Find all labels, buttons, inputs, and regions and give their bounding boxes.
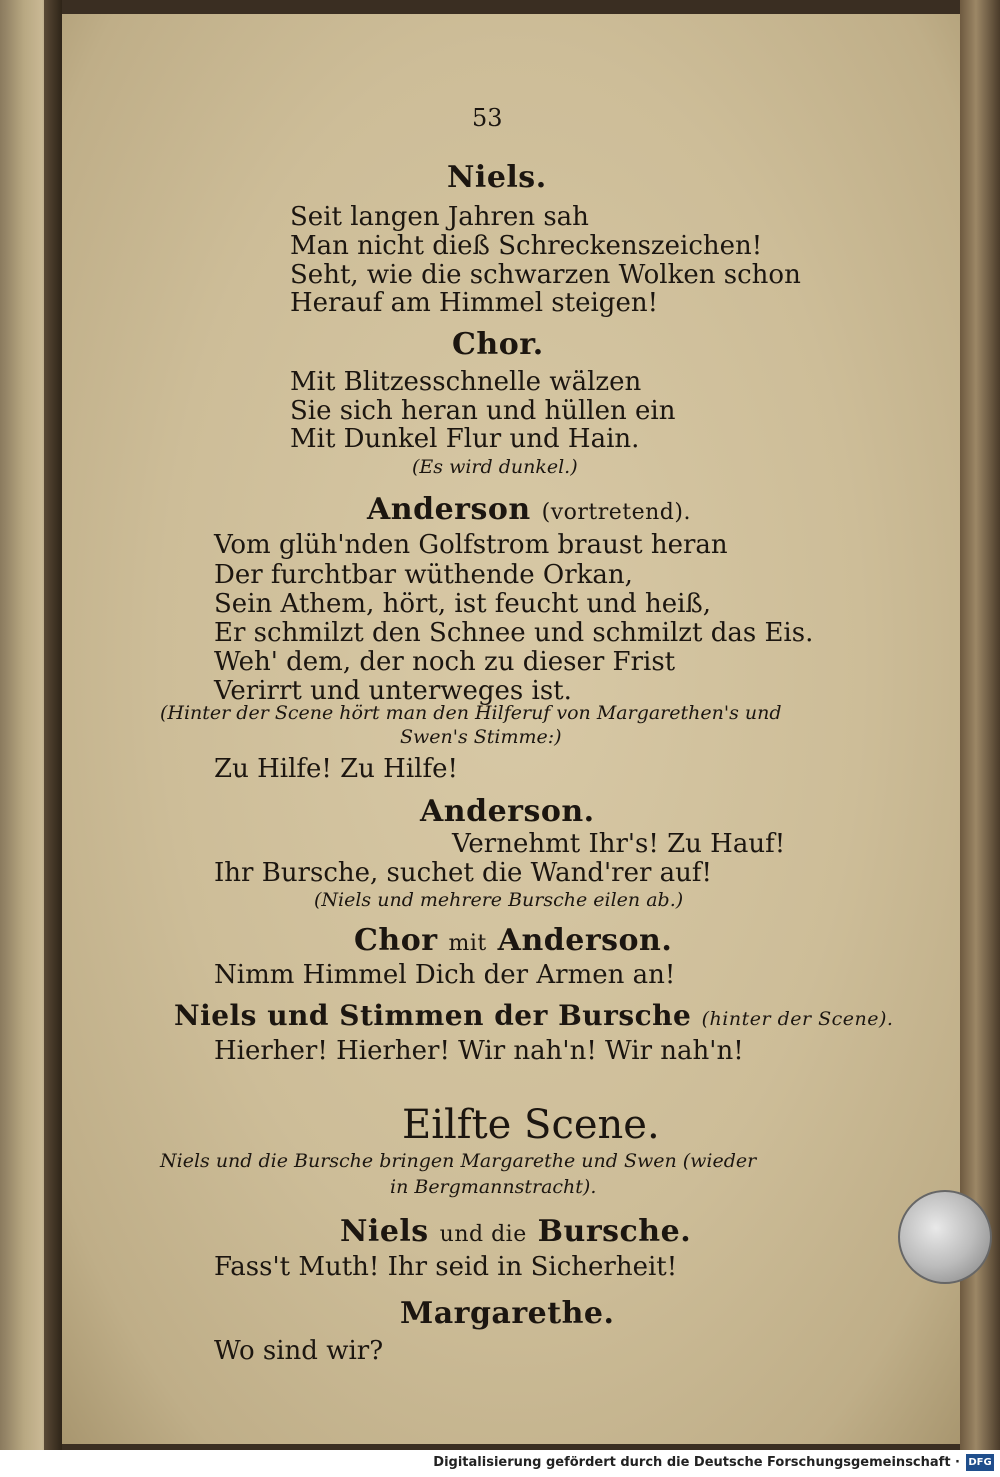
scene-description: in Bergmannstracht). bbox=[390, 1176, 597, 1198]
footer-bar bbox=[0, 1450, 1000, 1477]
verse-line: Man nicht dieß Schreckenszeichen! bbox=[290, 231, 763, 261]
verse-line: Er schmilzt den Schnee und schmilzt das Eis. bbox=[214, 618, 814, 648]
stage-direction: (Niels und mehrere Bursche eilen ab.) bbox=[314, 889, 684, 911]
speaker-name: Bursche. bbox=[537, 1214, 692, 1249]
verse-line: Ihr Bursche, suchet die Wand'rer auf! bbox=[214, 858, 712, 888]
speaker-name: Anderson. bbox=[497, 923, 673, 958]
verse-line: Seht, wie die schwarzen Wolken schon bbox=[290, 260, 801, 290]
page-clip bbox=[898, 1190, 992, 1284]
speaker-name: Niels und Stimmen der Bursche bbox=[174, 999, 692, 1032]
verse-line: Fass't Muth! Ihr seid in Sicherheit! bbox=[214, 1252, 678, 1282]
footer-credit: Digitalisierung gefördert durch die Deutsche Forschungsgemeinschaft · bbox=[433, 1455, 960, 1470]
verse-line: Hierher! Hierher! Wir nah'n! Wir nah'n! bbox=[214, 1036, 744, 1066]
verse-line: Mit Blitzesschnelle wälzen bbox=[290, 367, 642, 397]
verse-line: Vom glüh'nden Golfstrom braust heran bbox=[214, 530, 728, 560]
speaker-heading bbox=[367, 492, 691, 527]
speaker-heading: Niels. bbox=[447, 160, 547, 195]
speaker-heading: Margarethe. bbox=[400, 1296, 615, 1331]
speaker-name: Chor bbox=[354, 923, 438, 958]
stage-direction: (hinter der Scene). bbox=[701, 1008, 894, 1030]
connector-word: und die bbox=[439, 1222, 527, 1247]
speaker-name: Niels bbox=[340, 1214, 429, 1249]
verse-line: Herauf am Himmel steigen! bbox=[290, 288, 659, 318]
book-page bbox=[62, 14, 962, 1444]
verse-line: Der furchtbar wüthende Orkan, bbox=[214, 560, 633, 590]
speaker-heading bbox=[354, 923, 672, 958]
speaker-name: Anderson bbox=[367, 492, 531, 527]
scene-description: Niels und die Bursche bringen Margarethe und Swen (wieder bbox=[160, 1150, 757, 1172]
speaker-heading bbox=[340, 1214, 691, 1249]
verse-line: Nimm Himmel Dich der Armen an! bbox=[214, 960, 676, 990]
stage-direction: (Hinter der Scene hört man den Hilferuf von Margarethen's und bbox=[160, 702, 782, 724]
verse-line: Mit Dunkel Flur und Hain. bbox=[290, 424, 640, 454]
page-number: 53 bbox=[472, 104, 503, 132]
connector-word: mit bbox=[448, 931, 487, 956]
book-gutter bbox=[44, 0, 62, 1450]
dfg-logo: DFG bbox=[966, 1454, 994, 1471]
speaker-heading: Anderson. bbox=[420, 794, 595, 829]
stage-direction: Swen's Stimme:) bbox=[400, 726, 562, 748]
verse-line: Sie sich heran und hüllen ein bbox=[290, 396, 676, 426]
verse-line: Sein Athem, hört, ist feucht und heiß, bbox=[214, 589, 712, 619]
verse-line: Zu Hilfe! Zu Hilfe! bbox=[214, 754, 458, 784]
stage-direction: (Es wird dunkel.) bbox=[412, 456, 578, 478]
verse-line: Wo sind wir? bbox=[214, 1336, 384, 1366]
verse-line: Weh' dem, der noch zu dieser Frist bbox=[214, 647, 676, 677]
speaker-heading bbox=[174, 999, 893, 1032]
stage-direction: (vortretend). bbox=[541, 500, 691, 525]
speaker-heading: Chor. bbox=[452, 327, 544, 362]
verse-line: Seit langen Jahren sah bbox=[290, 202, 589, 232]
scene-heading: Eilfte Scene. bbox=[402, 1102, 660, 1148]
verse-line: Vernehmt Ihr's! Zu Hauf! bbox=[452, 829, 786, 859]
verse-line: Verirrt und unterweges ist. bbox=[214, 676, 572, 706]
